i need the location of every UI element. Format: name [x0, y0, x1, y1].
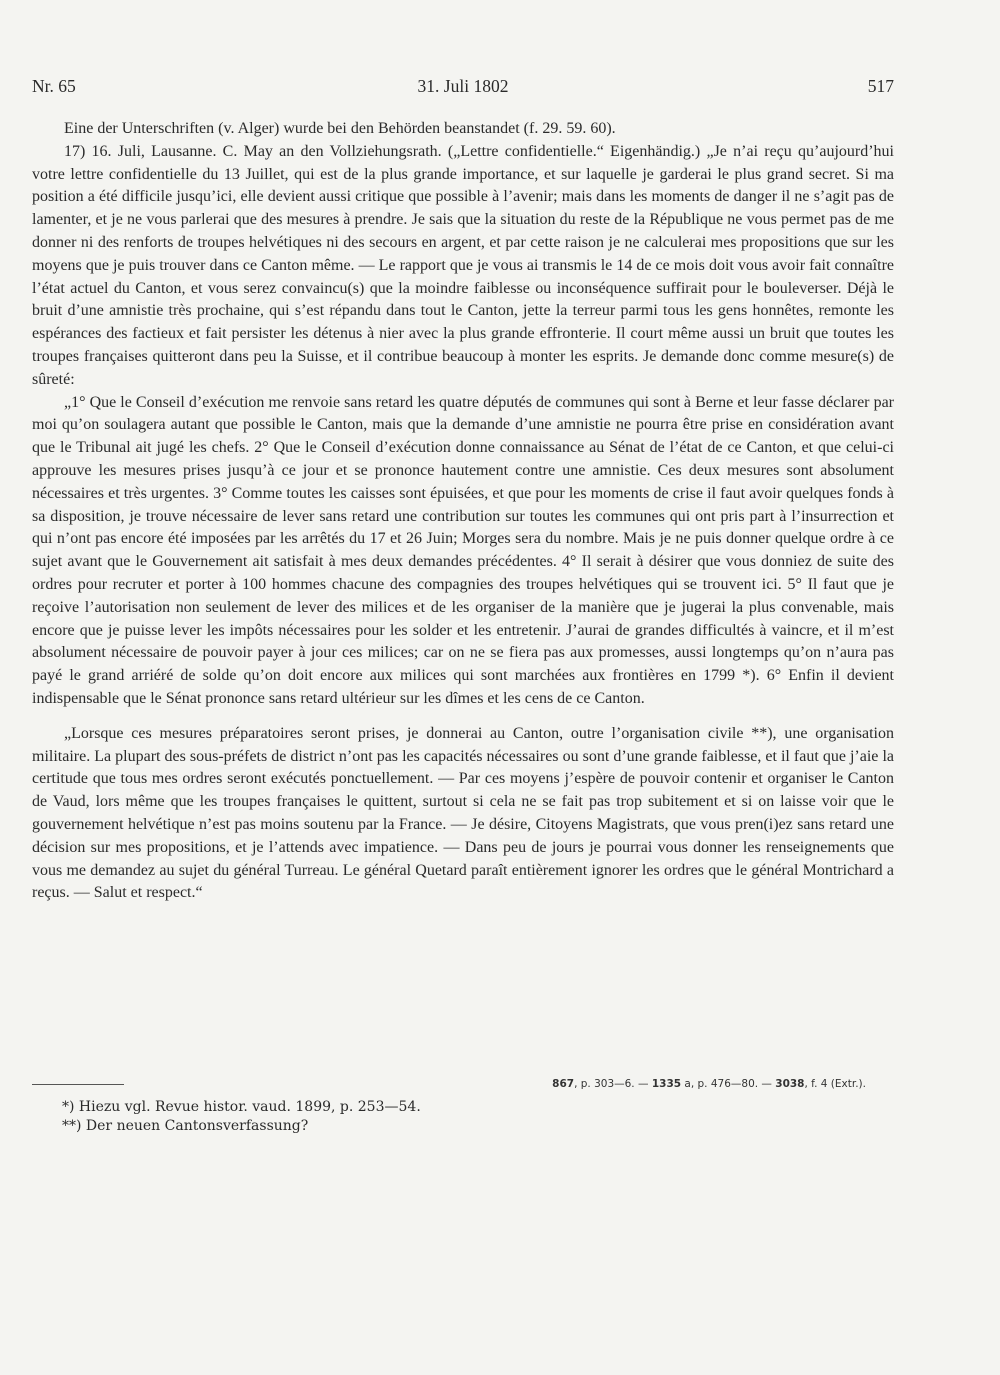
source-reference — [552, 1078, 866, 1090]
source-ref-1-detail: , p. 303—6. — — [574, 1078, 652, 1090]
source-ref-2-detail: a, p. 476—80. — — [681, 1078, 776, 1090]
footnote-divider — [32, 1084, 124, 1085]
paragraph-letter-intro: 17) 16. Juli, Lausanne. C. May an den Vollziehungsrath. („Lettre confidentielle.“ Eigenhändig.) „Je n’ai reçu qu’aujourd’hui votre lettre confidentielle du 13 Juillet, qui est de la plus grande importance, et sur laquelle je garderai le plus grand secret. Si ma position a été difficile jusqu’ici, elle devient aussi critique que possible à l’avenir; mais dans les moments de danger il ne s’agit pas de lamenter, et je ne vous parlerai que des mesures à prendre. Je sais que la situation du reste de la République ne vous permet pas de me donner ni des renforts de troupes helvétiques ni des secours en argent, et par cette raison je ne calculerai mes propositions que sur les moyens que je puis trouver dans ce Canton même. — Le rapport que je vous ai transmis le 14 de ce mois doit vous avoir fait connaître l’état actuel du Canton, et vous serez convaincu(s) que la moindre faiblesse ou inconséquence suffirait pour le bouleverser. Déjà le bruit d’une amnistie très prochaine, qui s’est répandu dans tout le Canton, jette la terreur parmi tous les gens honnêtes, remonte les espérances des factieux et fait persister les détenus à nier avec la plus grande effronterie. Il court même aussi un bruit que toutes les troupes françaises quitteront dans peu la Suisse, et il contribue beaucoup à monter les esprits. Je demande donc comme mesure(s) de sûreté: — [32, 142, 894, 388]
page-number: 517 — [867, 76, 894, 96]
document-page — [32, 76, 894, 1134]
document-number: Nr. 65 — [32, 76, 76, 96]
header-date: 31. Juli 1802 — [417, 76, 509, 96]
paragraph-signatures-note: Eine der Unterschriften (v. Alger) wurde bei den Behörden beanstandet (f. 29. 59. 60). — [64, 120, 616, 137]
source-ref-3: 3038 — [775, 1078, 805, 1090]
page-header — [32, 76, 894, 106]
source-ref-2: 1335 — [651, 1078, 682, 1090]
paragraph-conclusion: „Lorsque ces mesures préparatoires seront prises, je donnerai au Canton, outre l’organisation civile **), une organisation militaire. La plupart des sous-préfets de district n’ont pas les capacités nécessaires ou sont d’une grande faiblesse, et il faut que j’aie la certitude que tous mes ordres seront exécutés ponctuellement. — Par ces moyens j’espère de pouvoir contenir et organiser le Canton de Vaud, lors même que les troupes françaises le quittent, surtout si cela ne se fait pas trop subitement et si on laisse voir que le gouvernement helvétique n’est pas moins soutenu par la France. — Je désire, Citoyens Magistrats, que vous pren(i)ez sans retard une décision sur mes propositions, et je l’attends avec impatience. — Dans peu de jours je pourrai vous donner les renseignements que vous me demandez au sujet du général Turreau. Le général Quetard paraît entièrement ignorer les ordres que le général Montrichard a reçus. — Salut et respect.“ — [32, 724, 894, 902]
source-ref-3-detail: , f. 4 (Extr.). — [804, 1078, 866, 1090]
footnote-2: **) Der neuen Cantonsverfassung? — [62, 1118, 309, 1134]
footnotes — [62, 1098, 421, 1136]
footnote-1: *) Hiezu vgl. Revue histor. vaud. 1899, p. 253—54. — [62, 1099, 421, 1115]
document-body — [32, 118, 894, 905]
paragraph-measures: „1° Que le Conseil d’exécution me renvoie sans retard les quatre députés de communes qui sont à Berne et leur fasse déclarer par moi qu’on soulagera autant que possible le Canton, mais que la demande d’une amnistie ne pourra être prise en considération avant que le Tribunal ait jugé les chefs. 2° Que le Conseil d’exécution donne connaissance au Sénat de l’état de ce Canton, et que celui-ci approuve les mesures prises jusqu’à ce jour et se prononce hautement contre une amnistie. Ces deux mesures sont absolument nécessaires et très urgentes. 3° Comme toutes les caisses sont épuisées, et que pour les moments de crise il faut avoir quelques fonds à sa disposition, je trouve nécessaire de lever sans retard une contribution sur toutes les communes qui ont pris part à l’insurrection et qui n’ont pas encore été imposées par les arrêtés du 17 et 26 Juin; Morges sera du nombre. Mais je ne puis donner quelque ordre à ce sujet avant que le Gouvernement ait satisfait à mes deux demandes précédentes. 4° Il serait à désirer que vous donniez de suite des ordres pour recruter et porter à 100 hommes chacune des compagnies des troupes helvétiques qui se trouvent ici. 5° Il faut que je reçoive l’autorisation non seulement de lever des milices et de les organiser de la manière que je jugerai la plus convenable, mais encore que je puisse lever les impôts nécessaires pour les solder et les entretenir. J’aurai de grandes difficultés à vaincre, et il m’est absolument nécessaire de pouvoir payer à jour ces milices; car on ne se fiera pas aux promesses, aussi longtemps qu’on n’aura pas payé le grand arriéré de solde qu’on doit encore aux milices qui sont marchées aux frontières en 1799 *). 6° Enfin il devient indispensable que le Sénat prononce sans retard ultérieur sur les dîmes et les cens de ce Canton. — [32, 393, 894, 707]
source-ref-1: 867 — [552, 1078, 575, 1090]
